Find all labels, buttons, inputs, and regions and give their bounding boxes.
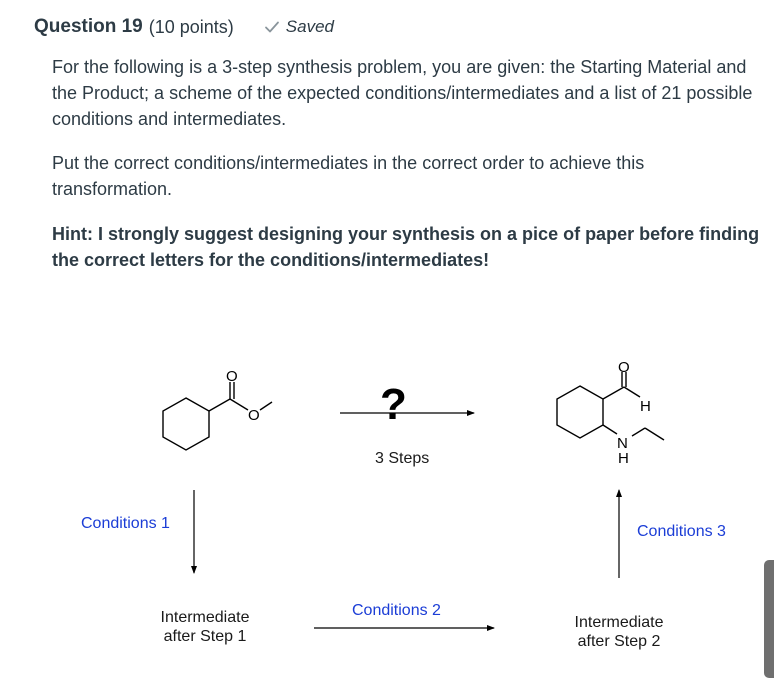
intermediate-1-label [150, 608, 260, 646]
conditions-2-label: Conditions 2 [352, 602, 441, 619]
atom-h-aldehyde: H [640, 398, 651, 415]
unknown-steps-question-mark: ? [380, 380, 407, 429]
atom-h-amine: H [618, 450, 629, 467]
steps-count-label: 3 Steps [375, 450, 430, 467]
atom-o-ester: O [248, 407, 260, 424]
atom-o-carbonyl: O [226, 368, 238, 385]
question-title: Question 19 [34, 16, 143, 37]
hint-paragraph: Hint: I strongly suggest designing your synthesis on a pice of paper before finding the correct letters for the conditions/intermediates! [52, 224, 760, 270]
instructions-paragraph: For the following is a 3-step synthesis problem, you are given: the Starting Material and the Product; a scheme of the expected conditions/intermediates and a list of 21 possible conditions and intermediates. [52, 57, 753, 129]
intermediate-1-line1: Intermediate [160, 609, 250, 626]
question-points: (10 points) [148, 16, 234, 37]
page-scrollbar[interactable] [764, 560, 774, 678]
intermediate-2-label [564, 613, 674, 651]
intermediate-1-line2: after Step 1 [163, 628, 247, 645]
atom-o-aldehyde: O [618, 359, 630, 376]
saved-status: Saved [285, 17, 334, 36]
conditions-1-label: Conditions 1 [81, 515, 170, 532]
instructions-paragraph-2: Put the correct conditions/intermediates in the correct order to achieve this transformation. [52, 153, 645, 199]
intermediate-2-line2: after Step 2 [577, 633, 661, 650]
conditions-3-label: Conditions 3 [637, 523, 726, 540]
intermediate-2-line1: Intermediate [574, 614, 664, 631]
atom-n-amine: N [617, 435, 628, 452]
